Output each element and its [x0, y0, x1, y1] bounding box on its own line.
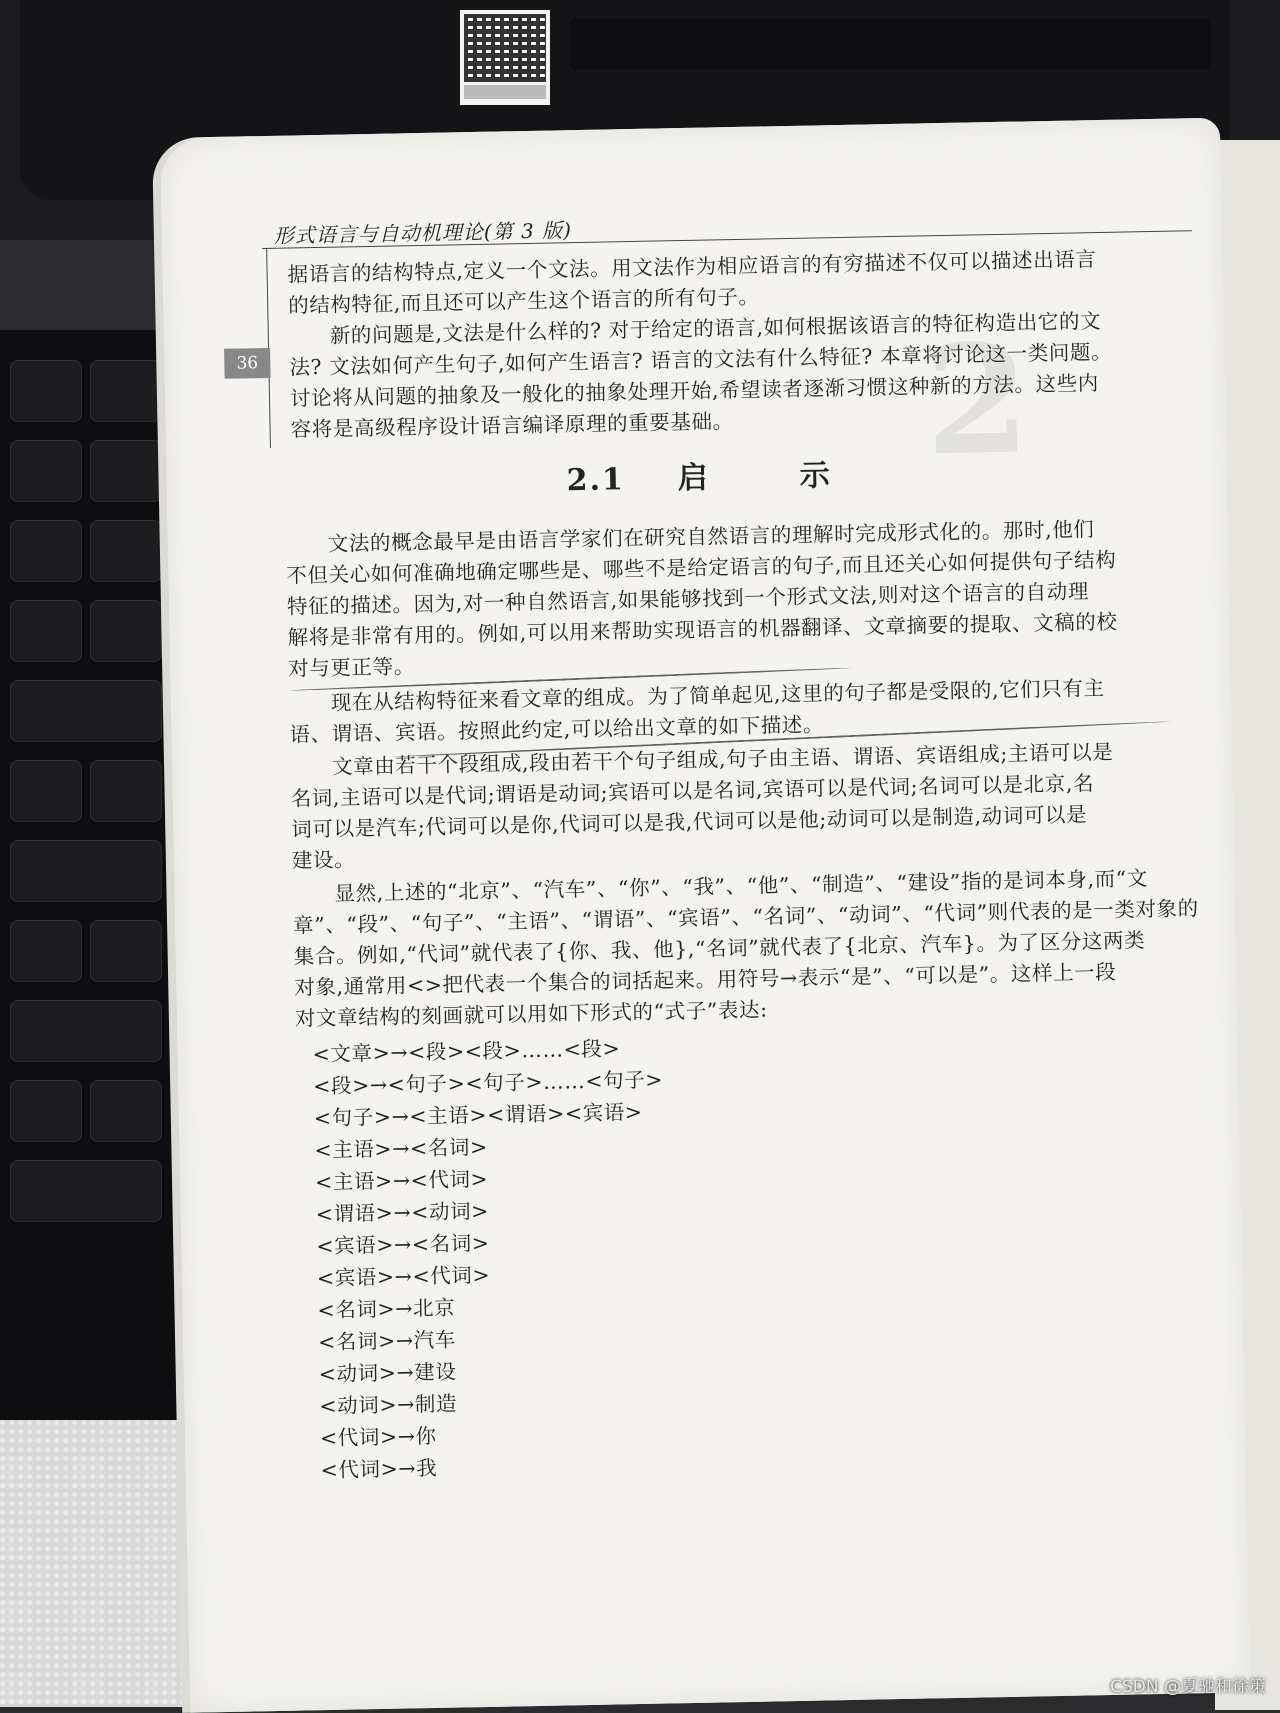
running-head: 形式语言与自动机理论(第 3 版): [273, 218, 573, 248]
body-line: 不但关心如何准确地确定哪些是、哪些不是给定语言的句子,而且还关心如何提供句子结构: [286, 547, 1117, 588]
section-title-char: 启: [677, 460, 711, 497]
body-line: 解将是非常有用的。例如,可以用来帮助实现语言的机器翻译、文章摘要的提取、文稿的校: [287, 609, 1118, 650]
body-line: 文法的概念最早是由语言学家们在研究自然语言的理解时完成形式化的。那时,他们: [327, 517, 1095, 556]
foam-mat: [0, 1420, 190, 1707]
body-line: 对象,通常用<>把代表一个集合的词括起来。用符号→表示“是”、“可以是”。这样上一段: [294, 959, 1117, 1000]
key: [10, 1160, 162, 1222]
grammar-rule: <段>→<句子><句子>……<句子>: [313, 1067, 664, 1099]
key: [10, 440, 82, 502]
grammar-rule: <宾语>→<代词>: [316, 1262, 491, 1291]
body-line: 特征的描述。因为,对一种自然语言,如果能够找到一个形式文法,则对这个语言的自动理: [286, 579, 1090, 619]
body-line: 现在从结构特征来看文章的组成。为了简单起见,这里的句子都是受限的,它们只有主: [330, 675, 1105, 715]
body-line: 章”、“段”、“句子”、“主语”、“谓语”、“宾语”、“名词”、“动词”、“代词”则代表的是一类对象的: [292, 896, 1199, 938]
body-line: 对文章结构的刻画就可以用如下形式的“式子”表达:: [294, 997, 768, 1031]
grammar-rule: <名词>→北京: [317, 1295, 456, 1323]
key: [90, 600, 162, 662]
intro-line: 的结构特征,而且还可以产生这个语言的所有句子。: [288, 284, 760, 318]
key: [10, 1000, 162, 1062]
section-title-char: 示: [799, 458, 833, 494]
grammar-rule: <动词>→制造: [319, 1391, 458, 1419]
qr-code-label: [464, 85, 546, 99]
body-line: 语、谓语、宾语。按照此约定,可以给出文章的如下描述。: [289, 712, 825, 747]
grammar-rule: <主语>→<名词>: [314, 1134, 488, 1163]
key: [90, 760, 162, 822]
monitor-strip: [570, 18, 1210, 70]
intro-line: 法? 文法如何产生句子,如何产生语言? 语言的文法有什么特征? 本章将讨论这一类问题。: [289, 339, 1113, 380]
intro-line: 容将是高级程序设计语言编译原理的重要基础。: [290, 409, 734, 442]
grammar-rule: <句子>→<主语><谓语><宾语>: [313, 1099, 643, 1131]
grammar-rule: <代词>→我: [320, 1455, 438, 1483]
grammar-rule: <动词>→建设: [318, 1359, 457, 1387]
body-line: 对与更正等。: [287, 654, 416, 681]
key: [90, 520, 162, 582]
key: [90, 440, 162, 502]
qr-code-icon: [464, 14, 546, 82]
grammar-rule: <主语>→<代词>: [314, 1166, 489, 1195]
watermark: CSDN @夏驰和徐策: [1110, 1677, 1266, 1697]
key: [10, 840, 162, 902]
show-through-chapter-number: 2: [923, 311, 1032, 490]
key: [90, 920, 162, 982]
key: [10, 760, 82, 822]
key: [10, 600, 82, 662]
body-line: 词可以是汽车;代词可以是你,代词可以是我,代词可以是他;动词可以是制造,动词可以是: [291, 802, 1088, 842]
grammar-rule: <名词>→汽车: [317, 1327, 457, 1355]
key: [10, 680, 162, 742]
key: [90, 1080, 162, 1142]
grammar-rule: <谓语>→<动词>: [315, 1198, 490, 1227]
intro-line: 讨论将从问题的抽象及一般化的抽象处理开始,希望读者逐渐习惯这种新的方法。这些内: [289, 371, 1100, 411]
page-number: 36: [224, 348, 271, 379]
key: [10, 360, 82, 422]
grammar-rule: <文章>→<段><段>……<段>: [312, 1036, 621, 1067]
section-number: 2.1: [566, 462, 626, 499]
intro-line: 新的问题是,文法是什么样的? 对于给定的语言,如何根据该语言的特征构造出它的文: [329, 308, 1102, 348]
body-line: 名词,主语可以是代词;谓语是动词;宾语可以是名词,宾语可以是代词;名词可以是北京,名: [290, 771, 1095, 811]
key: [10, 1080, 82, 1142]
key: [10, 520, 82, 582]
grammar-rule: <代词>→你: [319, 1423, 437, 1451]
intro-line: 据语言的结构特点,定义一个文法。用文法作为相应语言的有穷描述不仅可以描述出语言: [287, 247, 1097, 287]
body-line: 显然,上述的“北京”、“汽车”、“你”、“我”、“他”、“制造”、“建设”指的是词本身,而“文: [334, 866, 1149, 906]
key: [90, 360, 162, 422]
key: [10, 920, 82, 982]
section-heading: [566, 450, 832, 499]
book-page: [160, 118, 1250, 1713]
body-line: 建设。: [291, 847, 356, 873]
grammar-rule: <宾语>→<名词>: [316, 1230, 490, 1259]
body-line: 文章由若干个段组成,段由若干个句子组成,句子由主语、谓语、宾语组成;主语可以是: [331, 739, 1114, 779]
qr-code-sticker: [460, 10, 550, 105]
body-line: 集合。例如,“代词”就代表了{你、我、他},“名词”就代表了{北京、汽车}。为了区分这两类: [293, 928, 1146, 969]
